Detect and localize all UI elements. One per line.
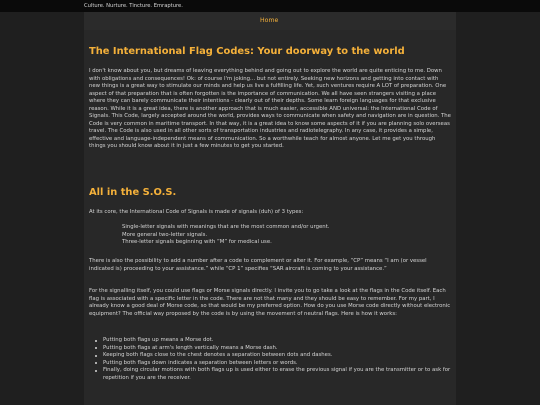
section-heading-sos: All in the S.O.S. bbox=[89, 187, 177, 198]
intro-paragraph: I don't know about you, but dreams of leaving everything behind and going out to explore the world are quite enticing to me. Down with obligations and consequences! Ok: of course I'm joking... but not entirely. Seeking new horizons and getting into contact with new things is a great way to stimulate our minds and help us live a fulfilling life. Yet, such ventures require A LOT of preparation. One aspect of that preparation that is often forgotten is the importance of communication. We all have seen strangers visiting a place where they can barely communicate their intentions - clearly out of their depths. Some learn foreign languages for that exclusive reason. While it is a great idea, there is another approach that is much easier, accessible AND universal: the International Code of Signals. This Code, largely accepted around the world, provides ways to communicate when safety and navigation are in question. The Code is very common in maritime transport. In that way, it is a great idea to know some aspects of it if you are planning solo overseas travel. The Code is also used in all other sorts of transportation industries and radiotelegraphy. In any case, it provides a simple, effective and language-independent means of communication. So a worthwhile teach for almost anyone. Let me get you through things you should know about it in just a few minutes to get you started. bbox=[89, 68, 451, 150]
list-item: Single-letter signals with meanings that are the most common and/or urgent. bbox=[122, 224, 330, 230]
numbers-paragraph: There is also the possibility to add a number after a code to complement or alter it. For example, “CP” means “I am (or vessel indicated is) proceeding to your assistance.” while “CP 1” specifies “SAR aircraft is coming to your assistance.” bbox=[89, 258, 427, 272]
list-item: Putting both flags at arm's length vertically means a Morse dash. bbox=[89, 345, 451, 353]
top-bar bbox=[0, 0, 540, 12]
site-tagline: Culture. Nurture. Tincture. Emrapture. bbox=[84, 3, 183, 9]
list-item: Putting both flags up means a Morse dot. bbox=[89, 337, 451, 345]
signal-types-intro: At its core, the International Code of Signals is made of signals (duh) of 3 types: bbox=[89, 209, 304, 215]
list-item: Keeping both flags close to the chest denotes a separation between dots and dashes. bbox=[89, 352, 451, 360]
article-content bbox=[84, 30, 456, 405]
signalling-paragraph: For the signalling itself, you could use flags or Morse signals directly. I invite you to go take a look at the flags in the Code itself. Each flag is associated with a specific letter in the code. There are not that many and they should be easy to remember. For my part, I already know a good deal of Morse code, so that would be my preferred option. How do you use Morse code directly without electronic equipment? The official way proposed by the code is by using the movement of neutral flags. Here is how it works: bbox=[89, 288, 451, 317]
nav-bar bbox=[84, 12, 456, 30]
list-item: Putting both flags down indicates a separation between letters or words. bbox=[89, 360, 451, 368]
list-item: More general two-letter signals. bbox=[122, 231, 208, 238]
list-item: Finally, doing circular motions with both flags up is used either to erase the previous signal if you are the transmitter or to ask for repetition if you are the receiver. bbox=[89, 367, 451, 382]
morse-steps-list bbox=[89, 337, 451, 382]
list-item: Three-letter signals beginning with “M” for medical use. bbox=[122, 239, 272, 246]
signal-types-list bbox=[122, 224, 329, 247]
article-title: The International Flag Codes: Your doorway to the world bbox=[89, 46, 405, 57]
nav-home-link[interactable]: Home bbox=[260, 17, 279, 24]
